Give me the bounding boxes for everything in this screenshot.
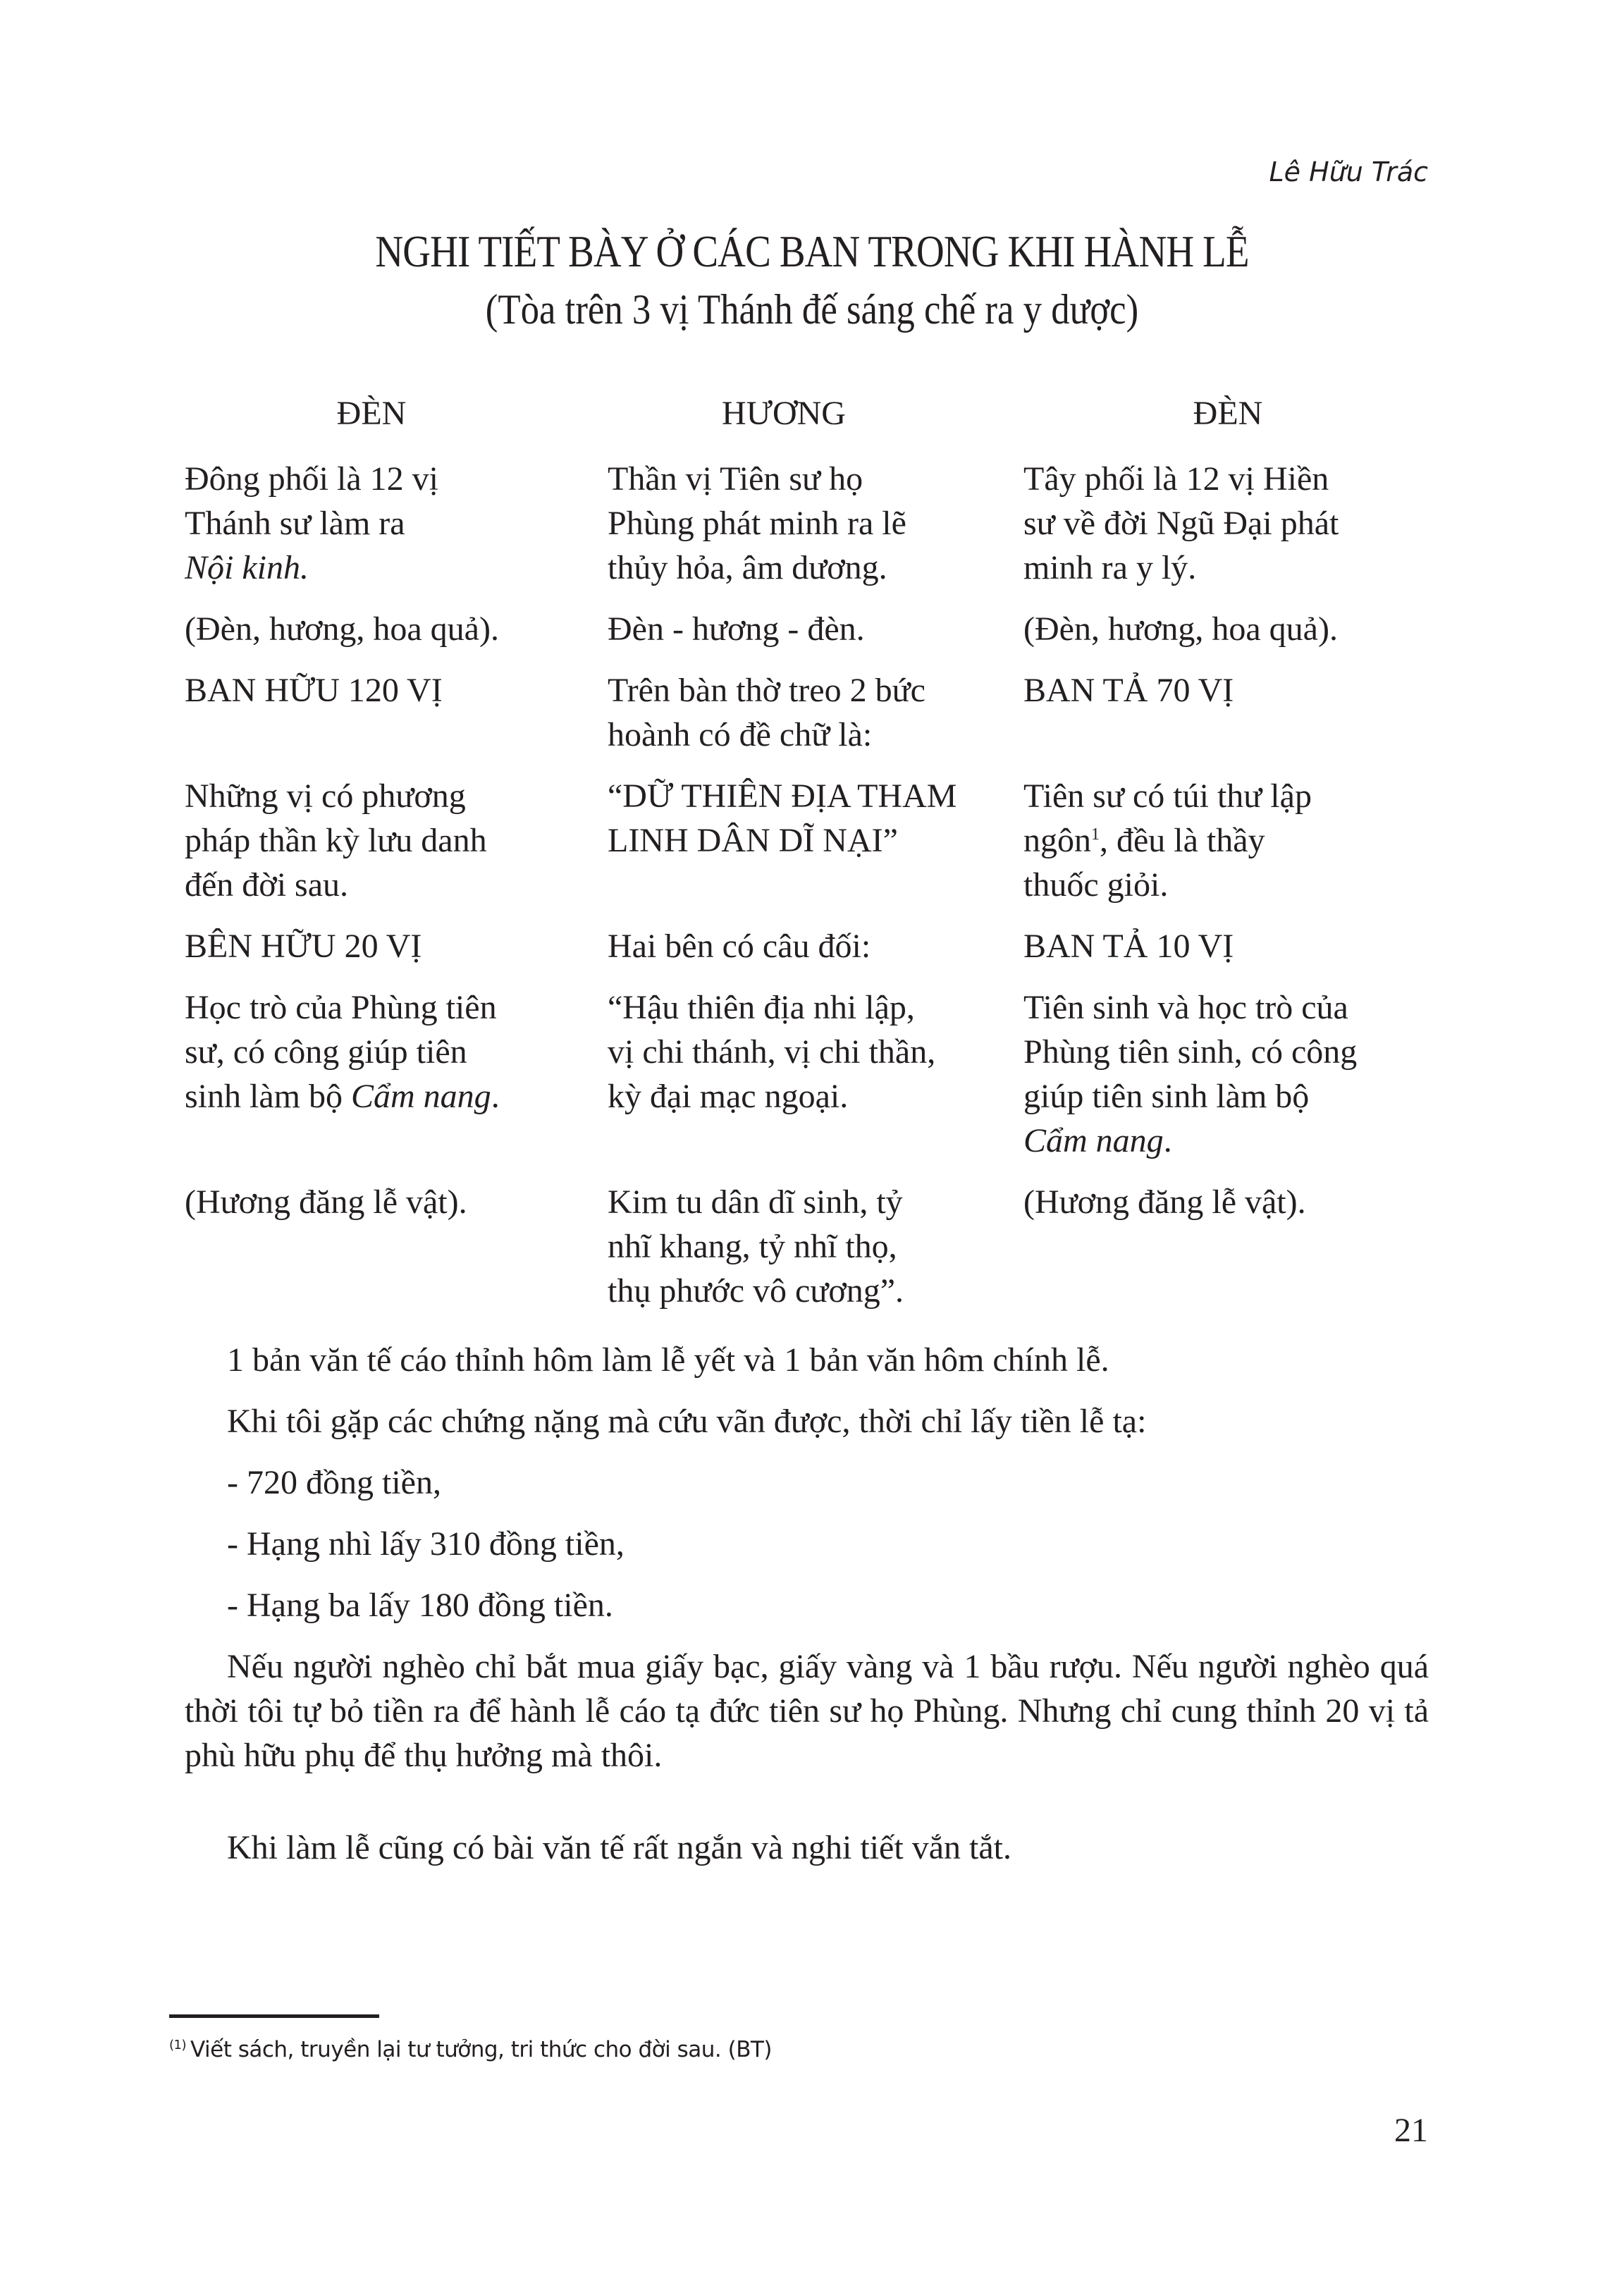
column-header-right: ĐÈN	[1193, 395, 1263, 432]
table-cell-middle	[601, 457, 1023, 590]
cell-text: , đều là thầy	[1100, 822, 1265, 859]
cell-text: ngôn	[1023, 822, 1091, 859]
column-header-left: ĐÈN	[336, 395, 407, 432]
footnote-divider	[169, 2014, 379, 2018]
list-item: - Hạng ba lấy 180 đồng tiền.	[227, 1587, 613, 1624]
cell-line: Những vị có phương	[185, 777, 466, 815]
footnote-reference[interactable]: 1	[1091, 825, 1100, 844]
cell-line: Hai bên có câu đối:	[608, 928, 871, 965]
cell-line: BAN HỮU 120 VỊ	[185, 672, 443, 709]
table-cell-right	[1023, 1180, 1439, 1313]
cell-line: BÊN HỮU 20 VỊ	[185, 928, 422, 965]
table-row	[185, 774, 1439, 924]
cell-line: Thần vị Tiên sư họ	[608, 460, 863, 498]
cell-line: (Hương đăng lễ vật).	[1023, 1183, 1306, 1221]
table-cell-right	[1023, 668, 1439, 757]
table-cell-left	[185, 774, 601, 907]
cell-line	[1023, 818, 1425, 863]
table-cell-right	[1023, 457, 1439, 590]
table-row	[185, 1180, 1439, 1330]
cell-line: pháp thần kỳ lưu danh	[185, 822, 487, 859]
cell-line: Trên bàn thờ treo 2 bức	[608, 672, 925, 709]
table-cell-right	[1023, 774, 1439, 907]
cell-text: sinh làm bộ	[185, 1078, 351, 1115]
table-cell-left	[185, 1180, 601, 1313]
cell-line: Tiên sư có túi thư lập	[1023, 777, 1312, 815]
paragraph: Khi tôi gặp các chứng nặng mà cứu vãn được, thời chỉ lấy tiền lễ tạ:	[227, 1403, 1147, 1440]
cell-line: LINH DÂN DĨ NẠI”	[608, 822, 898, 859]
table-cell-middle	[601, 774, 1023, 907]
table-row	[185, 457, 1439, 607]
section-title: NGHI TIẾT BÀY Ở CÁC BAN TRONG KHI HÀNH LỄ	[375, 226, 1249, 276]
table-cell-right	[1023, 607, 1439, 651]
cell-line: thủy hỏa, âm dương.	[608, 549, 887, 586]
cell-line: Tây phối là 12 vị Hiền	[1023, 460, 1329, 498]
cell-line: Phùng phát minh ra lẽ	[608, 505, 906, 542]
cell-line: Đèn - hương - đèn.	[608, 610, 865, 648]
table-cell-right	[1023, 924, 1439, 968]
paragraph: 1 bản văn tế cáo thỉnh hôm làm lễ yết và 1 bản văn hôm chính lễ.	[227, 1341, 1109, 1379]
paragraph: Khi làm lễ cũng có bài văn tế rất ngắn và nghi tiết vắn tắt.	[227, 1829, 1011, 1866]
table-row	[185, 668, 1439, 774]
cell-line	[185, 1074, 586, 1119]
cell-line: nhĩ khang, tỷ nhĩ thọ,	[608, 1228, 897, 1265]
table-row	[185, 607, 1439, 668]
paragraph: Nếu người nghèo chỉ bắt mua giấy bạc, giấy vàng và 1 bầu rượu. Nếu người nghèo quá thời tôi tự bỏ tiền ra để hành lễ cáo tạ đức tiên sư họ Phùng. Nhưng chỉ cung thỉnh 20 vị tả phù hữu phụ để thụ hưởng mà thôi.	[185, 1648, 1429, 1774]
table-cell-left	[185, 457, 601, 590]
table-cell-middle	[601, 1180, 1023, 1313]
cell-line: hoành có đề chữ là:	[608, 716, 873, 753]
cell-text: .	[1163, 1122, 1172, 1159]
table-cell-right	[1023, 985, 1439, 1163]
cell-line: “Hậu thiên địa nhi lập,	[608, 989, 915, 1026]
list-item: - Hạng nhì lấy 310 đồng tiền,	[227, 1525, 625, 1563]
book-title-italic	[185, 546, 586, 590]
cell-text: .	[491, 1078, 500, 1115]
italic-text: Cẩm nang	[1023, 1122, 1164, 1159]
table-cell-left	[185, 985, 601, 1163]
cell-line	[1023, 1119, 1425, 1163]
footnote	[169, 2037, 772, 2062]
cell-line: đến đời sau.	[185, 866, 349, 904]
cell-line: (Đèn, hương, hoa quả).	[185, 610, 499, 648]
cell-line: thuốc giỏi.	[1023, 866, 1169, 904]
list-item: - 720 đồng tiền,	[227, 1464, 441, 1501]
cell-line: sư về đời Ngũ Đại phát	[1023, 505, 1339, 542]
table-cell-middle	[601, 668, 1023, 757]
cell-line: vị chi thánh, vị chi thần,	[608, 1033, 936, 1071]
cell-line: (Đèn, hương, hoa quả).	[1023, 610, 1338, 648]
cell-line: BAN TẢ 70 VỊ	[1023, 672, 1234, 709]
cell-line: BAN TẢ 10 VỊ	[1023, 928, 1234, 965]
table-cell-middle	[601, 985, 1023, 1163]
cell-line: Tiên sinh và học trò của	[1023, 989, 1348, 1026]
cell-line: giúp tiên sinh làm bộ	[1023, 1078, 1310, 1115]
cell-line: Phùng tiên sinh, có công	[1023, 1033, 1358, 1071]
table-cell-middle	[601, 607, 1023, 651]
cell-line: Kim tu dân dĩ sinh, tỷ	[608, 1183, 903, 1221]
running-head-author: Lê Hữu Trác	[1269, 156, 1428, 187]
table-cell-middle	[601, 924, 1023, 968]
table-cell-left	[185, 924, 601, 968]
table-row	[185, 985, 1439, 1180]
cell-line: Thánh sư làm ra	[185, 505, 405, 542]
cell-line: kỳ đại mạc ngoại.	[608, 1078, 849, 1115]
italic-text: Nội kinh.	[185, 549, 309, 586]
page-number: 21	[1394, 2112, 1428, 2149]
section-subtitle: (Tòa trên 3 vị Thánh đế sáng chế ra y dược)	[485, 286, 1139, 333]
cell-line: Đông phối là 12 vị	[185, 460, 438, 498]
cell-line: minh ra y lý.	[1023, 549, 1197, 586]
italic-text: Cẩm nang	[351, 1078, 491, 1115]
cell-line: Học trò của Phùng tiên	[185, 989, 497, 1026]
cell-line: “DỮ THIÊN ĐỊA THAM	[608, 777, 957, 815]
cell-line: sư, có công giúp tiên	[185, 1033, 467, 1071]
footnote-text: Viết sách, truyền lại tư tưởng, tri thức cho đời sau. (BT)	[190, 2037, 772, 2062]
column-header-middle: HƯƠNG	[722, 395, 846, 432]
footnote-mark: (1)	[169, 2037, 186, 2052]
table-cell-left	[185, 607, 601, 651]
altar-arrangement-table	[185, 391, 1439, 1330]
table-header-row	[185, 391, 1439, 457]
table-cell-left	[185, 668, 601, 757]
cell-line: thụ phước vô cương”.	[608, 1272, 904, 1310]
table-row	[185, 924, 1439, 985]
cell-line: (Hương đăng lễ vật).	[185, 1183, 467, 1221]
